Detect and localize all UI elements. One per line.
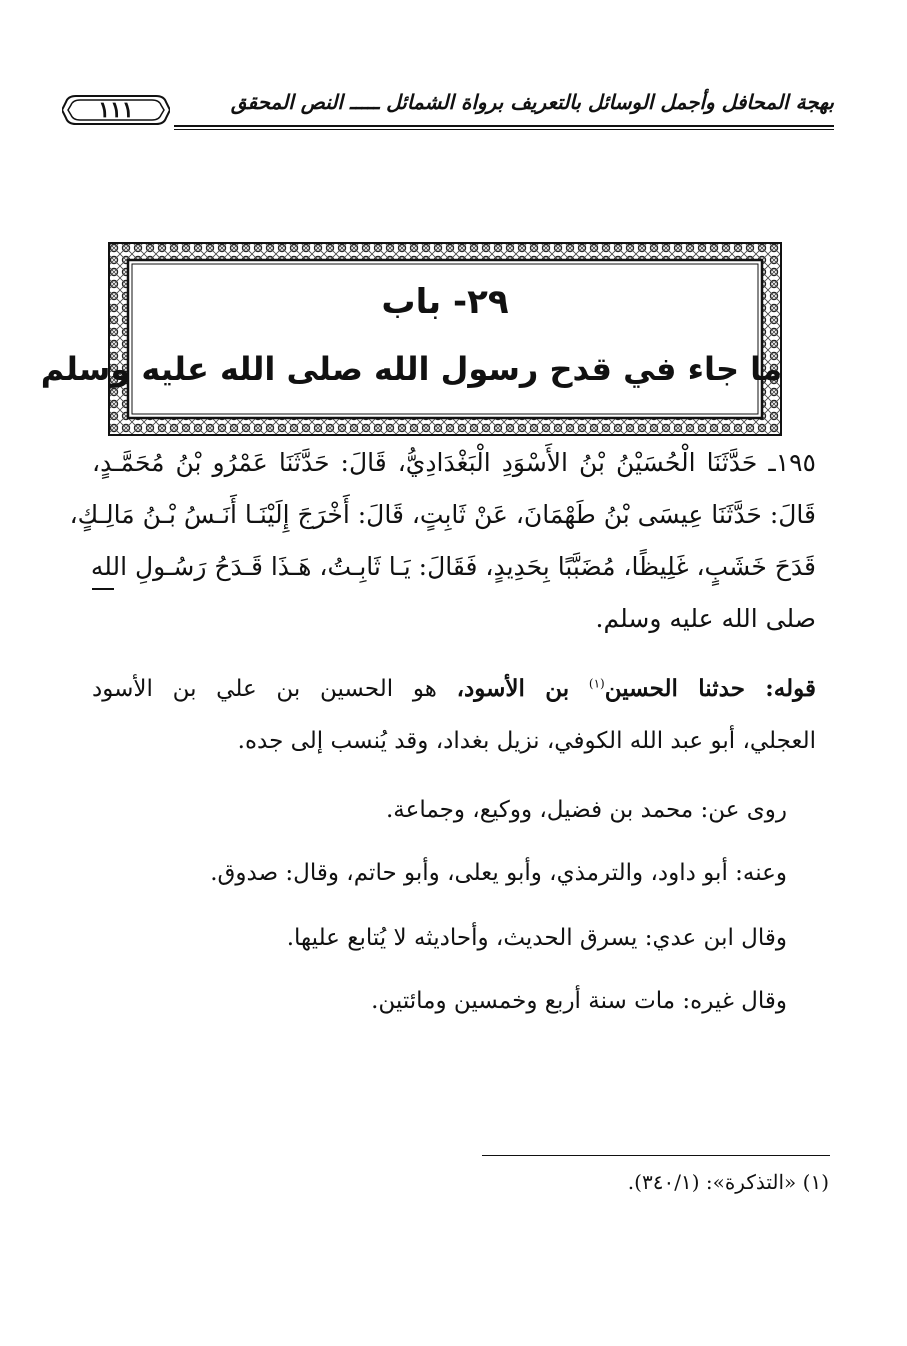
footnote: (١) «التذكرة»: (٣٤٠/١).: [627, 1170, 829, 1194]
decorative-border-icon: [40, 242, 782, 436]
hadith-line-4: صلى الله عليه وسلم.: [595, 604, 816, 633]
commentary-line-2: العجلي، أبو عبد الله الكوفي، نزيل بغداد، وقد يُنسب إلى جده.: [237, 728, 816, 754]
hadith-line-1: ١٩٥ـ حَدَّثَنَا الْحُسَيْنُ بْنُ الأَسْوَدِ الْبَغْدَادِيُّ، قَالَ: حَدَّثَنَا عَمْرُو بْنُ مُحَمَّـدٍ،: [92, 448, 816, 477]
narrators-from-him: وعنه: أبو داود، والترمذي، وأبو يعلى، وأبو حاتم، وقال: صدوق.: [210, 860, 787, 886]
book-title: بهجة المحافل وأجمل الوسائل بالتعريف برواة الشمائل ـــــ النص المحقق: [230, 90, 834, 114]
page-number: ١١١: [98, 97, 134, 123]
page-number-badge: [62, 90, 170, 130]
narrator-name: بن الأسود،: [456, 675, 570, 702]
chapter-title: ما جاء في قدح رسول الله صلى الله عليه وسلم: [40, 350, 782, 388]
footnote-rule: [482, 1155, 830, 1156]
footnote-reference[interactable]: (١): [588, 676, 605, 691]
chapter-heading-box: [40, 242, 782, 436]
commentary-line-1-rest: هو الحسين بن علي بن الأسود: [92, 676, 437, 702]
hadith-line-3: قَدَحَ خَشَبٍ، غَلِيظًا، مُضَبَّبًا بِحَدِيدٍ، فَقَالَ: يَـا ثَابِـتُ، هَـذَا قَـدَحُ رَسُـولِ الله: [90, 552, 816, 581]
chapter-number: ٢٩- باب: [381, 282, 509, 322]
narrated-from: روى عن: محمد بن فضيل، ووكيع، وجماعة.: [386, 797, 787, 823]
kashida-mark: [92, 588, 114, 590]
commentary-line-1: [92, 675, 816, 702]
commentary-label: قوله: حدثنا الحسين: [604, 675, 817, 702]
death-date: وقال غيره: مات سنة أربع وخمسين ومائتين.: [371, 988, 787, 1014]
hadith-line-2: قَالَ: حَدَّثَنَا عِيسَى بْنُ طَهْمَانَ، عَنْ ثَابِتٍ، قَالَ: أَخْرَجَ إِلَيْنَـا أَنَـسُ بْـنُ مَالِـكٍ،: [69, 500, 816, 529]
running-header: [62, 78, 834, 138]
ibn-adi-opinion: وقال ابن عدي: يسرق الحديث، وأحاديثه لا يُتابع عليها.: [286, 925, 787, 951]
header-rule: [174, 125, 834, 130]
